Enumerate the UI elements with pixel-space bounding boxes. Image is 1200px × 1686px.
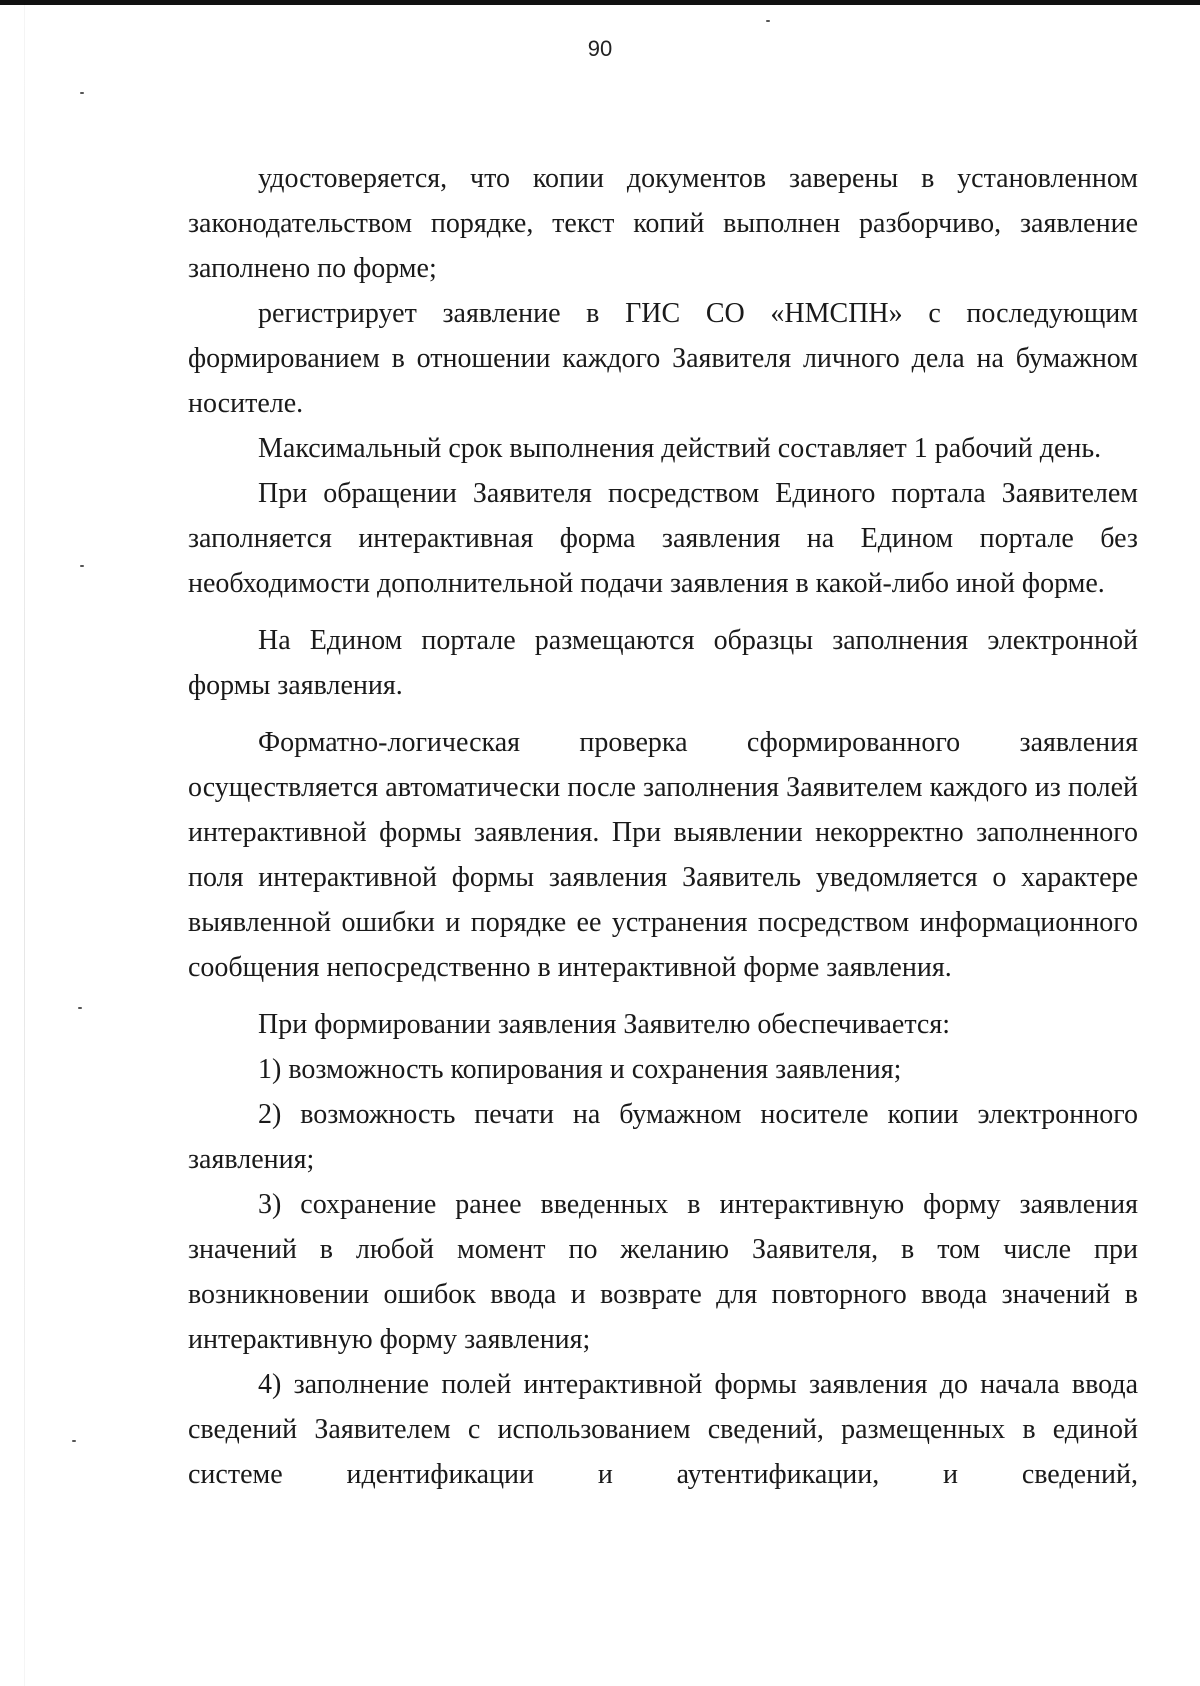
scan-artifact-dot (78, 1007, 82, 1009)
paragraph: Максимальный срок выполнения действий составляет 1 рабочий день. (258, 433, 1102, 464)
scan-artifact-dot (80, 565, 84, 567)
scan-top-border (0, 0, 1200, 5)
scan-artifact-dot (72, 1440, 76, 1442)
paragraph: При формировании заявления Заявителю обеспечивается: (258, 1009, 951, 1040)
list-item: 1) возможность копирования и сохранения заявления; (258, 1054, 902, 1085)
paragraph: На Едином портале размещаются образцы заполнения электронной формы заявления. (188, 625, 1138, 701)
list-item: 2) возможность печати на бумажном носителе копии электронного заявления; (188, 1099, 1138, 1175)
scan-left-edge (24, 0, 25, 1686)
paragraph: регистрирует заявление в ГИС СО «НМСПН» с последующим формированием в отношении каждого Заявителя личного дела на бумажном носителе. (188, 298, 1138, 419)
document-body (188, 156, 1138, 1497)
list-item: 3) сохранение ранее введенных в интерактивную форму заявления значений в любой момент по желанию Заявителя, в том числе при возникновении ошибок ввода и возврате для повторного ввода значений в интерактивную форму заявления; (188, 1189, 1138, 1355)
paragraph: При обращении Заявителя посредством Единого портала Заявителем заполняется интерактивная форма заявления на Едином портале без необходимости дополнительной подачи заявления в какой-либо иной форме. (188, 478, 1138, 599)
paragraph: Форматно-логическая проверка сформированного заявления осуществляется автоматически после заполнения Заявителем каждого из полей интерактивной формы заявления. При выявлении некорректно заполненного поля интерактивной формы заявления Заявитель уведомляется о характере выявленной ошибки и порядке ее устранения посредством информационного сообщения непосредственно в интерактивной форме заявления. (188, 727, 1138, 983)
scan-artifact-dot (766, 20, 770, 22)
scan-artifact-dot (80, 92, 84, 94)
page-number: 90 (587, 36, 613, 61)
list-item: 4) заполнение полей интерактивной формы заявления до начала ввода сведений Заявителем с использованием сведений, размещенных в единой системе идентификации и аутентификации, и сведений, (188, 1369, 1138, 1490)
paragraph: удостоверяется, что копии документов заверены в установленном законодательством порядке, текст копий выполнен разборчиво, заявление заполнено по форме; (188, 163, 1138, 284)
